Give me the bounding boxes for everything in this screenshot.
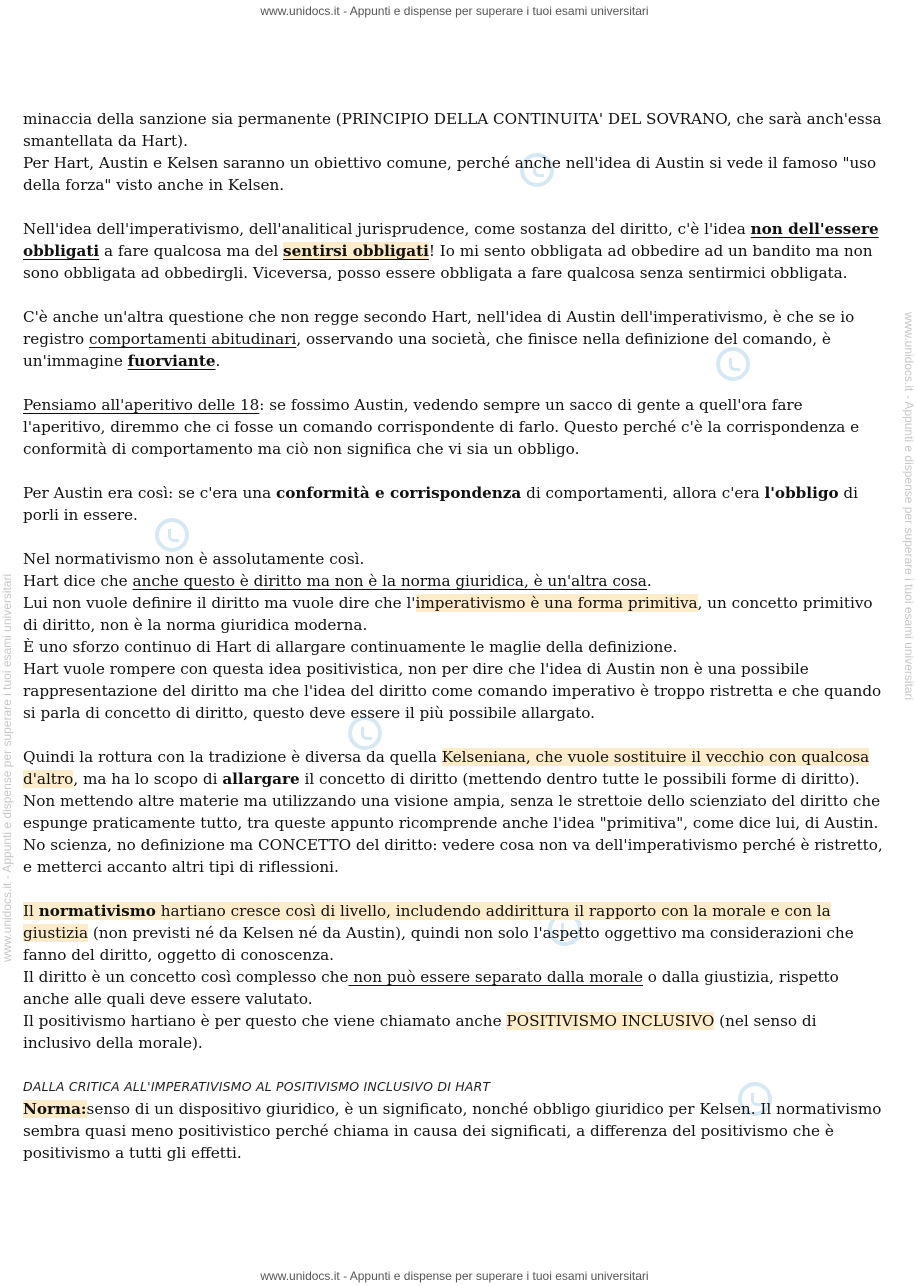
highlighted-text: Kelseniana, che vuole sostituire il vecchio con qualcosa d'altro <box>23 748 870 788</box>
underlined-text: anche questo è diritto ma non è la norma giuridica, è un'altra cosa <box>132 572 647 590</box>
paragraph: Nel normativismo non è assolutamente così. Hart dice che anche questo è diritto ma non è la norma giuridica, è un'altra cosa. Lui non vuole definire il diritto ma vuole dire che l'imperativismo è una forma primitiva, un concetto primitivo di diritto, non è la norma giuridica moderna. È uno sforzo continuo di Hart di allargare continuamente le maglie della definizione. Hart vuole rompere con questa idea positivistica, non per dire che l'idea di Austin non è una possibile rappresentazione del diritto ma che l'idea del diritto come comando imperativo è troppo ristretta e che quando si parla di concetto di diritto, questo deve essere il più possibile allargato. <box>23 550 882 722</box>
page-header: www.unidocs.it - Appunti e dispense per superare i tuoi esami universitari <box>260 4 649 18</box>
paragraph: Per Austin era così: se c'era una conformità e corrispondenza di comportamenti, allora c'era l'obbligo di porli in essere. <box>23 484 859 524</box>
highlighted-bold-text: Norma: <box>23 1100 87 1118</box>
highlighted-underlined-text: sentirsi obbligati <box>283 242 429 260</box>
highlighted-text: POSITIVISMO INCLUSIVO <box>506 1012 715 1030</box>
side-watermark-right: www.unidocs.it - Appunti e dispense per superare i tuoi esami universitari <box>902 312 916 701</box>
bold-text: l'obbligo <box>764 484 839 502</box>
side-watermark-left: www.unidocs.it - Appunti e dispense per superare i tuoi esami universitari <box>0 573 14 962</box>
underlined-bold-text: non dell'essere obbligati <box>23 220 879 260</box>
paragraph: Nell'idea dell'imperativismo, dell'analitical jurisprudence, come sostanza del diritto, c'è l'idea non dell'essere obbligati a fare qualcosa ma del sentirsi obbligati! Io mi sento obbligata ad obbedire ad un bandito ma non sono obbligata ad obbedirgli. Viceversa, posso essere obbligata a fare qualcosa senza sentirmici obbligata. <box>23 220 879 282</box>
highlighted-text: Il <box>23 902 39 920</box>
underlined-text: comportamenti abitudinari <box>88 330 297 348</box>
highlighted-text: imperativismo è una forma primitiva <box>415 594 698 612</box>
underlined-text: non può essere separato dalla morale <box>348 968 643 986</box>
document-body <box>23 108 889 1164</box>
underlined-text: Pensiamo all'aperitivo delle 18 <box>23 396 260 414</box>
bold-text: conformità e corrispondenza <box>275 484 522 502</box>
highlighted-bold-text: normativismo <box>38 902 156 920</box>
paragraph: Pensiamo all'aperitivo delle 18: se fossimo Austin, vedendo sempre un sacco di gente a quell'ora fare l'aperitivo, diremmo che ci fosse un comando corrispondente di farlo. Questo perché c'è la corrispondenza e conformità di comportamento ma ciò non significa che vi sia un obbligo. <box>23 396 860 458</box>
bold-text: allargare <box>222 770 300 788</box>
highlighted-text: hartiano cresce così di livello, includendo addirittura il rapporto con la morale e con la giustizia <box>23 902 831 942</box>
page-footer: www.unidocs.it - Appunti e dispense per superare i tuoi esami universitari <box>260 1269 649 1283</box>
paragraph: minaccia della sanzione sia permanente (PRINCIPIO DELLA CONTINUITA' DEL SOVRANO, che sarà anch'essa smantellata da Hart). Per Hart, Austin e Kelsen saranno un obiettivo comune, perché anche nell'idea di Austin si vede il famoso "uso della forza" visto anche in Kelsen. <box>23 110 882 194</box>
section-title: DALLA CRITICA ALL'IMPERATIVISMO AL POSITIVISMO INCLUSIVO DI HART <box>23 1079 491 1094</box>
paragraph: Il normativismo hartiano cresce così di livello, includendo addirittura il rapporto con la morale e con la giustizia (non previsti né da Kelsen né da Austin), quindi non solo l'aspetto oggettivo ma considerazioni che fanno del diritto, oggetto di conoscenza. Il diritto è un concetto così complesso che non può essere separato dalla morale o dalla giustizia, rispetto anche alle quali deve essere valutato. Il positivismo hartiano è per questo che viene chiamato anche POSITIVISMO INCLUSIVO (nel senso di inclusivo della morale). <box>23 902 854 1052</box>
underlined-bold-text: fuorviante <box>127 352 216 370</box>
paragraph: Quindi la rottura con la tradizione è diversa da quella Kelseniana, che vuole sostituire il vecchio con qualcosa d'altro, ma ha lo scopo di allargare il concetto di diritto (mettendo dentro tutte le possibili forme di diritto). Non mettendo altre materie ma utilizzando una visione ampia, senza le strettoie dello scienziato del diritto che espunge praticamente tutto, tra queste appunto ricomprende anche l'idea "primitiva", come dice lui, di Austin. No scienza, no definizione ma CONCETTO del diritto: vedere cosa non va dell'imperativismo perché è ristretto, e metterci accanto altri tipi di riflessioni. <box>23 748 883 876</box>
paragraph: C'è anche un'altra questione che non regge secondo Hart, nell'idea di Austin dell'imperativismo, è che se io registro comportamenti abitudinari, osservando una società, che finisce nella definizione del comando, è un'immagine fuorviante. <box>23 308 855 370</box>
paragraph: Norma:senso di un dispositivo giuridico, è un significato, nonché obbligo giuridico per Kelsen. Il normativismo sembra quasi meno positivistico perché chiama in causa dei significati, a differenza del positivismo che è positivismo a tutti gli effetti. <box>23 1100 882 1162</box>
